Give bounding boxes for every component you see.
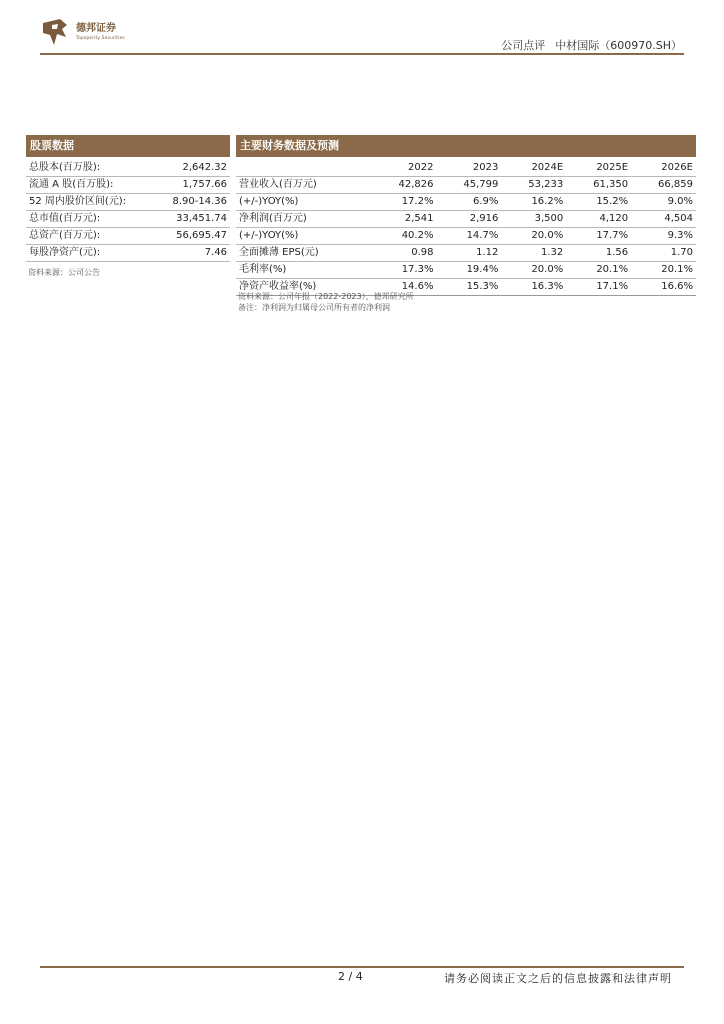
cell-value: 17.1% bbox=[566, 279, 631, 296]
year-header: 2025E bbox=[566, 160, 631, 177]
table-row bbox=[26, 245, 230, 262]
year-header: 2022 bbox=[372, 160, 437, 177]
cell-value: 40.2% bbox=[372, 228, 437, 245]
financials-table bbox=[236, 160, 696, 296]
cell-value: 9.0% bbox=[631, 194, 696, 211]
year-header: 2024E bbox=[501, 160, 566, 177]
row-value: 7.46 bbox=[155, 245, 230, 262]
cell-value: 66,859 bbox=[631, 177, 696, 194]
financials-title: 主要财务数据及预测 bbox=[236, 135, 696, 157]
cell-value: 20.1% bbox=[631, 262, 696, 279]
cell-value: 45,799 bbox=[436, 177, 501, 194]
cell-value: 1.12 bbox=[436, 245, 501, 262]
financials-note: 备注：净利润为归属母公司所有者的净利润 bbox=[238, 303, 390, 312]
cell-value: 1.56 bbox=[566, 245, 631, 262]
cell-value: 20.0% bbox=[501, 228, 566, 245]
table-row bbox=[236, 194, 696, 211]
cell-value: 20.1% bbox=[566, 262, 631, 279]
table-row bbox=[26, 211, 230, 228]
year-header: 2026E bbox=[631, 160, 696, 177]
cell-value: 15.3% bbox=[436, 279, 501, 296]
row-label: 流通 A 股(百万股): bbox=[26, 177, 155, 194]
cell-value: 16.2% bbox=[501, 194, 566, 211]
table-header-row bbox=[236, 160, 696, 177]
table-row bbox=[236, 177, 696, 194]
row-label: (+/-)YOY(%) bbox=[236, 228, 372, 245]
cell-value: 61,350 bbox=[566, 177, 631, 194]
row-value: 33,451.74 bbox=[155, 211, 230, 228]
table-row bbox=[26, 228, 230, 245]
row-label: 营业收入(百万元) bbox=[236, 177, 372, 194]
cell-value: 4,120 bbox=[566, 211, 631, 228]
cell-value: 14.7% bbox=[436, 228, 501, 245]
company-name: 中材国际（600970.SH） bbox=[555, 39, 682, 52]
cell-value: 16.3% bbox=[501, 279, 566, 296]
cell-value: 2,916 bbox=[436, 211, 501, 228]
company-logo bbox=[40, 14, 160, 50]
cell-value: 20.0% bbox=[501, 262, 566, 279]
cell-value: 42,826 bbox=[372, 177, 437, 194]
cell-value: 0.98 bbox=[372, 245, 437, 262]
cell-value: 17.7% bbox=[566, 228, 631, 245]
cell-value: 17.3% bbox=[372, 262, 437, 279]
row-value: 8.90-14.36 bbox=[155, 194, 230, 211]
cell-value: 1.70 bbox=[631, 245, 696, 262]
cell-value: 14.6% bbox=[372, 279, 437, 296]
cell-value: 16.6% bbox=[631, 279, 696, 296]
cell-value: 2,541 bbox=[372, 211, 437, 228]
row-value: 1,757.66 bbox=[155, 177, 230, 194]
cell-value: 17.2% bbox=[372, 194, 437, 211]
cell-value: 15.2% bbox=[566, 194, 631, 211]
row-label: (+/-)YOY(%) bbox=[236, 194, 372, 211]
stock-data-source: 资料来源：公司公告 bbox=[28, 268, 100, 277]
report-type: 公司点评 bbox=[501, 39, 546, 52]
logo-chinese-name: 德邦证券 bbox=[76, 22, 116, 34]
table-row bbox=[236, 245, 696, 262]
logo-emblem-icon bbox=[40, 17, 70, 47]
table-row bbox=[26, 160, 230, 177]
logo-english-name: Topsperity Securities bbox=[76, 35, 125, 41]
cell-value: 53,233 bbox=[501, 177, 566, 194]
page-number: 2 / 4 bbox=[338, 970, 363, 983]
table-row bbox=[236, 262, 696, 279]
table-row bbox=[26, 194, 230, 211]
year-header: 2023 bbox=[436, 160, 501, 177]
row-value: 2,642.32 bbox=[155, 160, 230, 177]
financials-source: 资料来源：公司年报（2022-2023），德邦研究所 bbox=[238, 292, 414, 301]
header-empty-cell bbox=[236, 160, 372, 177]
row-label: 毛利率(%) bbox=[236, 262, 372, 279]
header-divider bbox=[40, 53, 684, 55]
report-header bbox=[501, 37, 682, 53]
cell-value: 9.3% bbox=[631, 228, 696, 245]
cell-value: 1.32 bbox=[501, 245, 566, 262]
cell-value: 4,504 bbox=[631, 211, 696, 228]
row-value: 56,695.47 bbox=[155, 228, 230, 245]
cell-value: 3,500 bbox=[501, 211, 566, 228]
row-label: 净资产收益率(%) bbox=[236, 279, 372, 296]
table-row bbox=[236, 228, 696, 245]
stock-data-title: 股票数据 bbox=[26, 135, 230, 157]
legal-disclaimer: 请务必阅读正文之后的信息披露和法律声明 bbox=[444, 972, 672, 985]
cell-value: 6.9% bbox=[436, 194, 501, 211]
row-label: 52 周内股价区间(元): bbox=[26, 194, 155, 211]
table-row bbox=[26, 177, 230, 194]
row-label: 净利润(百万元) bbox=[236, 211, 372, 228]
stock-data-table bbox=[26, 160, 230, 262]
row-label: 总市值(百万元): bbox=[26, 211, 155, 228]
table-row bbox=[236, 211, 696, 228]
footer-divider bbox=[40, 966, 684, 968]
row-label: 每股净资产(元): bbox=[26, 245, 155, 262]
row-label: 总股本(百万股): bbox=[26, 160, 155, 177]
row-label: 全面摊薄 EPS(元) bbox=[236, 245, 372, 262]
cell-value: 19.4% bbox=[436, 262, 501, 279]
row-label: 总资产(百万元): bbox=[26, 228, 155, 245]
